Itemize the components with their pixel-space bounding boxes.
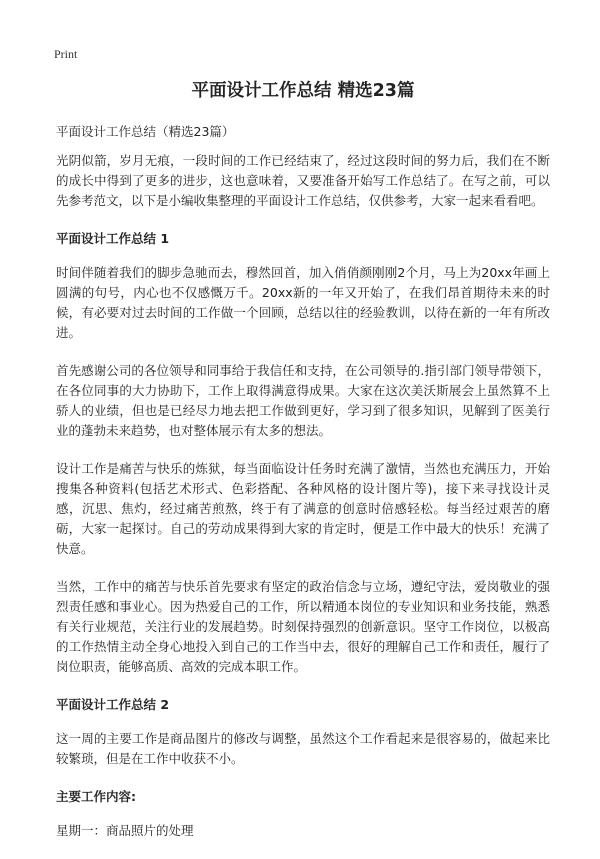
section-heading-2: 平面设计工作总结 2 [56,697,170,712]
work-item: 星期一：商品照片的处理 [56,823,194,838]
section2-paragraph: 这一周的主要工作是商品图片的修改与调整，虽然这个工作看起来是很容易的，做起来比较繁琐，但是在工作中收获不小。 [56,731,550,766]
section1-paragraph: 当然，工作中的痛苦与快乐首先要求有坚定的政治信念与立场，遵纪守法，爱岗敬业的强烈责任感和事业心。因为热爱自己的工作，所以精通本岗位的专业知识和业务技能，熟悉有关行业规范，关注行业的发展趋势。时刻保持强烈的创新意识。坚守工作岗位，以极高的工作热情主动全身心地投入到自己的工作当中去，很好的理解自己工作和责任，履行了岗位职责，能够高质、高效的完成本职工作。 [56,579,550,674]
page-title: 平面设计工作总结 精选23篇 [191,81,415,101]
document-body [56,78,550,859]
section1-paragraph: 时间伴随着我们的脚步急驰而去，穆然回首，加入俏俏颜刚刚2个月，马上为20xx年画上圆满的句号，内心也不仅感慨万千。20xx新的一年又开始了，在我们昂首期待未来的时候，有必要对过去时间的工作做一个回顾，总结以往的经验教训，以待在新的一年有所改进。 [56,265,550,340]
section1-paragraph: 设计工作是痛苦与快乐的炼狱，每当面临设计任务时充满了激情，当然也充满压力，开始搜集各种资料(包括艺术形式、色彩搭配、各种风格的设计图片等)，接下来寻找设计灵感，沉思、焦灼，经过痛苦煎熬，终于有了满意的创意时倍感轻松。每当经过艰苦的磨砺，大家一起探讨。自己的劳动成果得到大家的肯定时，便是工作中最大的快乐！充满了快意。 [56,461,550,556]
section-heading-1: 平面设计工作总结 1 [56,231,170,246]
print-link[interactable]: Print [54,47,78,61]
work-content-heading: 主要工作内容: [56,789,136,804]
document-subtitle: 平面设计工作总结（精选23篇） [56,124,235,139]
section1-paragraph: 首先感谢公司的各位领导和同事给于我信任和支持，在公司领导的.指引部门领导带领下，在各位同事的大力协助下，工作上取得满意得成果。大家在这次美沃斯展会上虽然算不上骄人的业绩，但也是已经尽力地去把工作做到更好，学习到了很多知识，见解到了医美行业的蓬勃未来趋势，也对整体展示有太多的想法。 [56,363,550,438]
intro-paragraph: 光阴似箭，岁月无痕，一段时间的工作已经结束了，经过这段时间的努力后，我们在不断的成长中得到了更多的进步，这也意味着，又要准备开始写工作总结了。在写之前，可以先参考范文，以下是小编收集整理的平面设计工作总结，仅供参考，大家一起来看看吧。 [56,153,550,208]
